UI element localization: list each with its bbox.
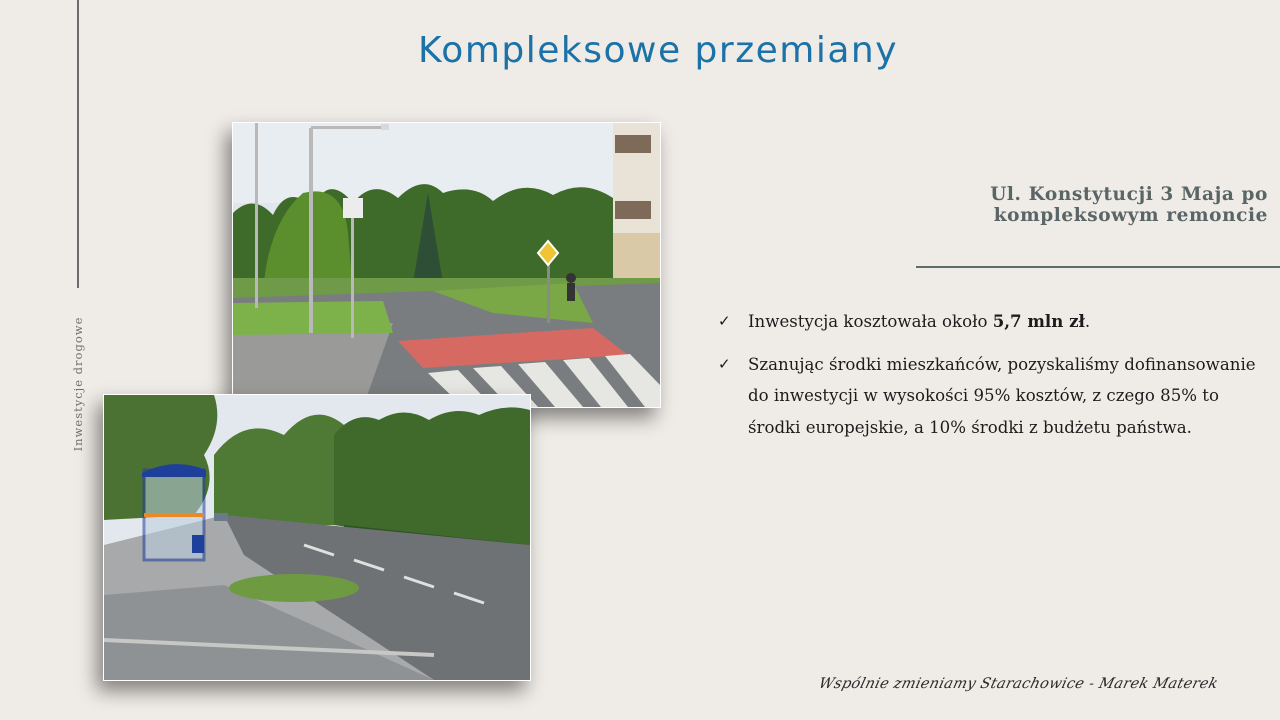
footer-signature: Wspólnie zmieniamy Starachowice - Marek Materek: [817, 676, 1220, 692]
photo-caption-subtitle: [908, 184, 1268, 226]
bullet-funding-text: Szanując środki mieszkańców, pozyskaliśmy dofinansowanie do inwestycji w wysokości 95% kosztów, z czego 85% to środki europejskie, a 10% środki z budżetu państwa.: [748, 354, 1256, 437]
checkmark-icon: ✓: [718, 312, 731, 330]
bullet-text-after: .: [1084, 312, 1091, 331]
bullet-investment-cost: [718, 306, 1258, 338]
bullet-cost-value: 5,7 mln zł: [992, 311, 1085, 331]
section-side-label: Inwestycje drogowe: [71, 316, 85, 452]
slide-title: Kompleksowe przemiany: [417, 30, 899, 71]
checkmark-icon: ✓: [718, 354, 731, 373]
bullet-list: [718, 306, 1258, 454]
subtitle-line-2: kompleksowym remoncie: [993, 205, 1268, 226]
subtitle-underline: [916, 266, 1280, 268]
bullet-text-before: Inwestycja kosztowała około: [748, 312, 993, 331]
subtitle-line-1: Ul. Konstytucji 3 Maja po: [990, 184, 1268, 205]
photo-crossroads: [232, 122, 661, 408]
photo-street-with-bus-stop: [103, 394, 531, 681]
bullet-funding: [718, 349, 1258, 444]
